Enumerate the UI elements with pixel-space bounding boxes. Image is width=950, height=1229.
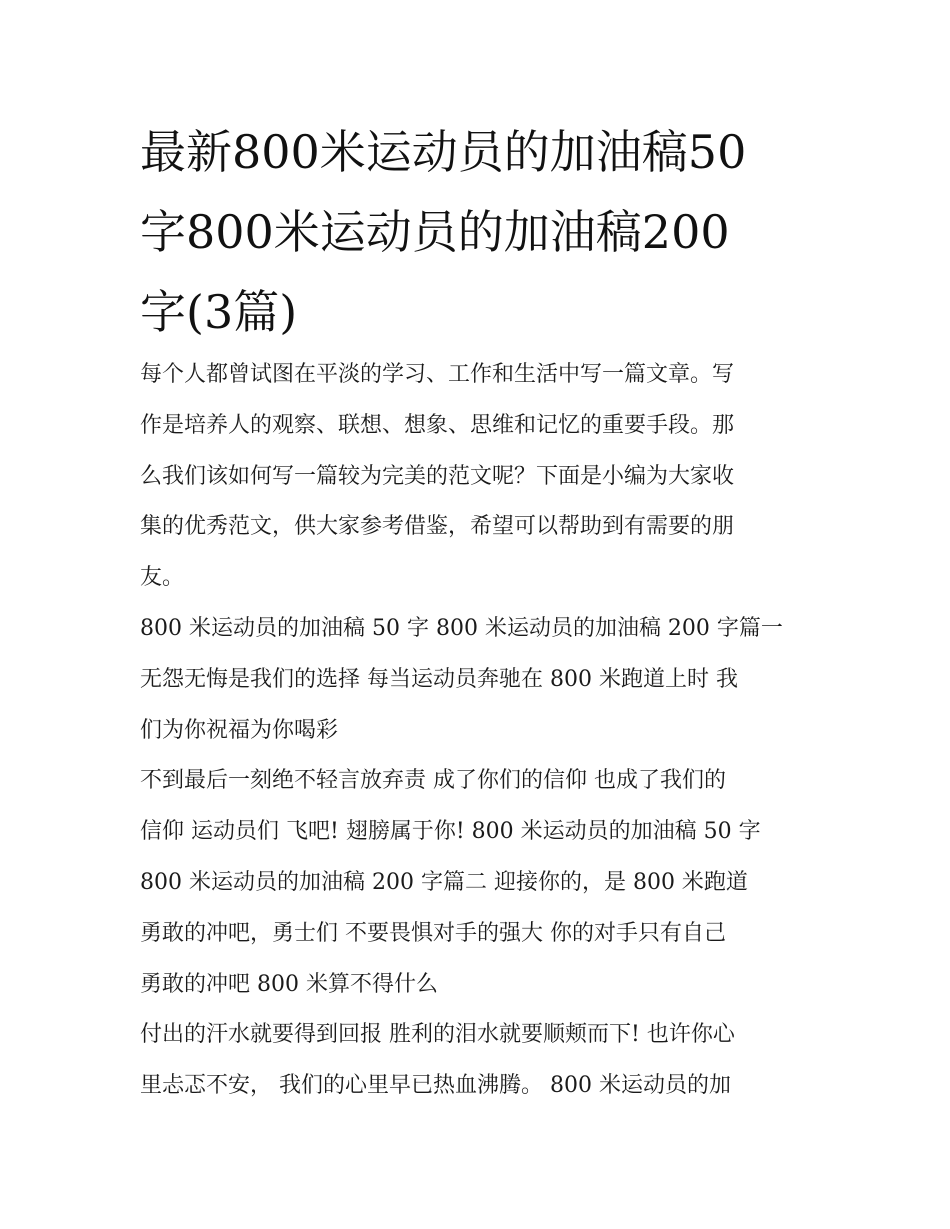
text-line: 800 米运动员的加油稿 50 字 800 米运动员的加油稿 200 字篇一 <box>140 615 783 641</box>
text-line: 800 米运动员的加油稿 200 字篇二 迎接你的，是 800 米跑道 <box>140 869 748 895</box>
document-title <box>140 112 820 352</box>
document-body <box>140 350 820 1112</box>
article-text <box>140 604 820 1112</box>
title-line: 最新800米运动员的加油稿50 <box>140 125 747 179</box>
text-line: 勇敢的冲吧 800 米算不得什么 <box>140 971 438 997</box>
text-line: 不到最后一刻绝不轻言放弃责 成了你们的信仰 也成了我们的 <box>140 768 726 794</box>
text-line: 勇敢的冲吧，勇士们 不要畏惧对手的强大 你的对手只有自己 <box>140 920 726 946</box>
text-line: 里忐忑不安， 我们的心里早已热血沸腾。 800 米运动员的加 <box>140 1073 731 1099</box>
text-line: 作是培养人的观察、联想、想象、思维和记忆的重要手段。那 <box>140 412 735 438</box>
text-line: 么我们该如何写一篇较为完美的范文呢？下面是小编为大家收 <box>140 463 735 489</box>
text-line: 们为你祝福为你喝彩 <box>140 717 339 743</box>
intro-paragraph <box>140 350 820 604</box>
text-line: 每个人都曾试图在平淡的学习、工作和生活中写一篇文章。写 <box>140 362 735 387</box>
text-line: 集的优秀范文，供大家参考借鉴，希望可以帮助到有需要的朋 <box>140 514 735 540</box>
title-line: 字800米运动员的加油稿200 <box>140 205 730 259</box>
text-line: 付出的汗水就要得到回报 胜利的泪水就要顺颊而下! 也许你心 <box>140 1022 735 1048</box>
text-line: 信仰 运动员们 飞吧! 翅膀属于你! 800 米运动员的加油稿 50 字 <box>140 819 761 845</box>
title-line: 字(3篇) <box>140 285 298 339</box>
text-line: 无怨无悔是我们的选择 每当运动员奔驰在 800 米跑道上时 我 <box>140 666 738 692</box>
text-line: 友。 <box>140 565 185 591</box>
